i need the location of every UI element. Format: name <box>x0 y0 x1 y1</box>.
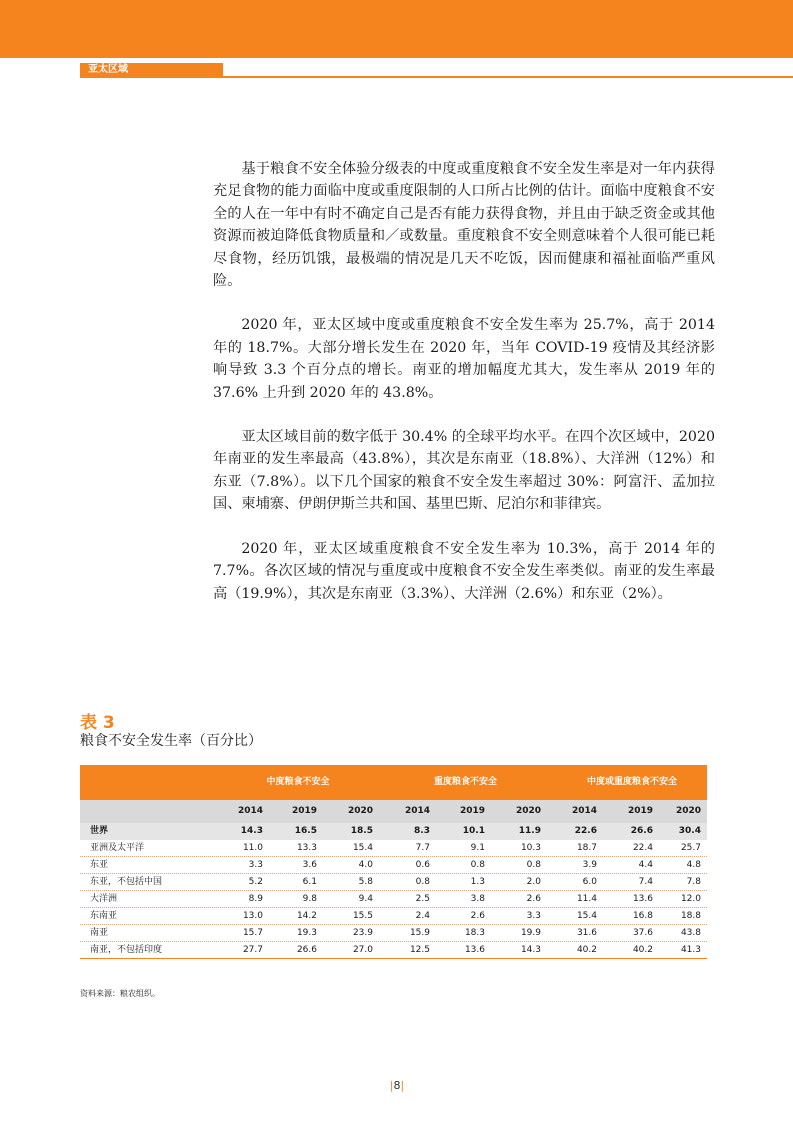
table-cell: 19.3 <box>296 928 317 938</box>
table-cell: 6.0 <box>582 877 597 887</box>
row-label: 南亚，不包括印度 <box>90 945 163 955</box>
table-group-header <box>80 765 707 800</box>
row-label: 东亚，不包括中国 <box>90 877 163 887</box>
table-cell: 18.7 <box>576 843 597 853</box>
table-cell: 4.0 <box>358 860 373 870</box>
table-cell: 23.9 <box>352 928 373 938</box>
row-label: 大洋洲 <box>90 894 118 904</box>
table-cell: 7.7 <box>415 843 430 853</box>
table-cell: 3.3 <box>526 911 541 921</box>
year-header: 2014 <box>237 806 263 816</box>
table-cell: 26.6 <box>630 826 653 836</box>
row-label: 南亚 <box>90 928 109 938</box>
table-cell: 31.6 <box>576 928 597 938</box>
table-cell: 43.8 <box>680 928 701 938</box>
table-cell: 8.9 <box>248 894 263 904</box>
table-cell: 19.9 <box>520 928 541 938</box>
table-cell: 7.4 <box>638 877 653 887</box>
paragraph: 2020 年，亚太区域重度粮食不安全发生率为 10.3%，高于 2014 年的 7.7%。各次区域的情况与重度或中度粮食不安全发生率类似。南亚的发生率最高（19.9%），其次是东南亚（3.3%）、大洋洲（2.6%）和东亚（2%）。 <box>213 540 715 602</box>
table-body <box>80 823 707 959</box>
table-cell: 18.5 <box>350 826 373 836</box>
table-cell: 3.9 <box>582 860 597 870</box>
table-cell: 15.4 <box>576 911 597 921</box>
table-cell: 5.8 <box>358 877 373 887</box>
year-header: 2019 <box>627 806 653 816</box>
table-cell: 22.6 <box>574 826 597 836</box>
group-header: 中度或重度粮食不安全 <box>586 777 677 787</box>
table-cell: 3.6 <box>302 860 317 870</box>
table-cell: 16.8 <box>632 911 653 921</box>
table-cell: 27.7 <box>242 945 263 955</box>
table-row <box>80 908 707 925</box>
table-cell: 10.3 <box>520 843 541 853</box>
table-row <box>80 874 707 891</box>
table-cell: 40.2 <box>632 945 653 955</box>
table-cell: 0.8 <box>415 877 430 887</box>
table-cell: 6.1 <box>302 877 317 887</box>
paragraph: 亚太区域目前的数字低于 30.4% 的全球平均水平。在四个次区域中，2020 年南亚的发生率最高（43.8%），其次是东南亚（18.8%）、大洋洲（12%）和东亚（7.8%）。以下几个国家的粮食不安全发生率超过 30%：阿富汗、孟加拉国、柬埔寨、伊朗伊斯兰共和国、基里巴斯、尼泊尔和菲律宾。 <box>213 429 715 513</box>
body-text <box>213 158 715 627</box>
source-note: 资料来源：粮农组织。 <box>80 989 160 998</box>
table-row <box>80 942 707 959</box>
header-rule <box>80 76 793 78</box>
table-cell: 13.0 <box>242 911 263 921</box>
table-cell: 12.0 <box>680 894 701 904</box>
paragraph: 基于粮食不安全体验分级表的中度或重度粮食不安全发生率是对一年内获得充足食物的能力面临中度或重度限制的人口所占比例的估计。面临中度粮食不安全的人在一年中有时不确定自己是否有能力获得食物，并且由于缺乏资金或其他资源而被迫降低食物质量和／或数量。重度粮食不安全则意味着个人很可能已耗尽食物，经历饥饿，最极端的情况是几天不吃饭，因而健康和福祉面临严重风险。 <box>213 161 715 290</box>
table-cell: 9.4 <box>358 894 373 904</box>
table-cell: 15.4 <box>352 843 373 853</box>
table-cell: 11.0 <box>242 843 263 853</box>
table-row <box>80 891 707 908</box>
table-cell: 4.4 <box>638 860 653 870</box>
table-cell: 18.8 <box>680 911 701 921</box>
table-cell: 8.3 <box>414 826 430 836</box>
row-label: 东亚 <box>90 860 109 870</box>
table-cell: 13.6 <box>464 945 485 955</box>
table-cell: 9.8 <box>302 894 317 904</box>
table-cell: 2.4 <box>415 911 430 921</box>
table-cell: 11.4 <box>576 894 597 904</box>
group-header: 中度粮食不安全 <box>266 777 330 787</box>
table-cell: 2.0 <box>526 877 541 887</box>
table-cell: 14.3 <box>520 945 541 955</box>
table-cell: 3.8 <box>470 894 485 904</box>
year-header: 2014 <box>571 806 597 816</box>
paragraph: 2020 年，亚太区域中度或重度粮食不安全发生率为 25.7%，高于 2014 年的 18.7%。大部分增长发生在 2020 年，当年 COVID-19 疫情及其经济影响导致 3.3 个百分点的增长。南亚的增加幅度尤其大，发生率从 2019 年的 37.6% 上升到 2020 年的 43.8%。 <box>213 317 715 401</box>
year-header: 2020 <box>675 806 701 816</box>
page-number-value: 8 <box>393 1079 401 1092</box>
table-cell: 40.2 <box>576 945 597 955</box>
table-cell: 0.6 <box>415 860 430 870</box>
year-header: 2019 <box>459 806 485 816</box>
table-cell: 2.5 <box>415 894 430 904</box>
table-cell: 15.5 <box>352 911 373 921</box>
table-cell: 13.3 <box>296 843 317 853</box>
table-cell: 25.7 <box>680 843 701 853</box>
table-cell: 15.9 <box>409 928 430 938</box>
table-cell: 10.1 <box>462 826 485 836</box>
table-cell: 0.8 <box>470 860 485 870</box>
row-label: 东南亚 <box>90 911 118 921</box>
year-header: 2020 <box>347 806 373 816</box>
table-label: 表 3 <box>80 713 115 733</box>
year-header: 2020 <box>515 806 541 816</box>
table-cell: 9.1 <box>470 843 485 853</box>
table-cell: 30.4 <box>678 826 701 836</box>
table-cell: 27.0 <box>352 945 373 955</box>
table-cell: 14.2 <box>296 911 317 921</box>
table-row <box>80 857 707 874</box>
table-cell: 12.5 <box>409 945 430 955</box>
table-cell: 1.3 <box>470 877 485 887</box>
year-header: 2019 <box>291 806 317 816</box>
table-cell: 26.6 <box>296 945 317 955</box>
page-number: |8| <box>389 1079 405 1092</box>
year-header-row <box>80 800 707 823</box>
table-row <box>80 840 707 857</box>
table-row <box>80 925 707 942</box>
table-cell: 18.3 <box>464 928 485 938</box>
table-cell: 5.2 <box>248 877 263 887</box>
row-label: 亚洲及太平洋 <box>90 843 145 853</box>
table-cell: 2.6 <box>470 911 485 921</box>
data-table <box>80 765 707 959</box>
table-cell: 13.6 <box>632 894 653 904</box>
table-cell: 7.8 <box>686 877 701 887</box>
table-cell: 0.8 <box>526 860 541 870</box>
table-cell: 14.3 <box>240 826 263 836</box>
table-title: 粮食不安全发生率（百分比） <box>80 733 262 749</box>
table-cell: 11.9 <box>518 826 541 836</box>
table-cell: 15.7 <box>242 928 263 938</box>
section-label: 亚太区域 <box>80 63 223 77</box>
year-header: 2014 <box>404 806 430 816</box>
table-cell: 22.4 <box>632 843 653 853</box>
table-row <box>80 823 707 840</box>
table-cell: 2.6 <box>526 894 541 904</box>
row-label: 世界 <box>90 826 109 836</box>
group-header: 重度粮食不安全 <box>433 777 497 787</box>
table-cell: 37.6 <box>632 928 653 938</box>
table-cell: 3.3 <box>248 860 263 870</box>
header-band <box>0 0 793 58</box>
table-cell: 16.5 <box>294 826 317 836</box>
table-cell: 4.8 <box>686 860 701 870</box>
table-cell: 41.3 <box>680 945 701 955</box>
